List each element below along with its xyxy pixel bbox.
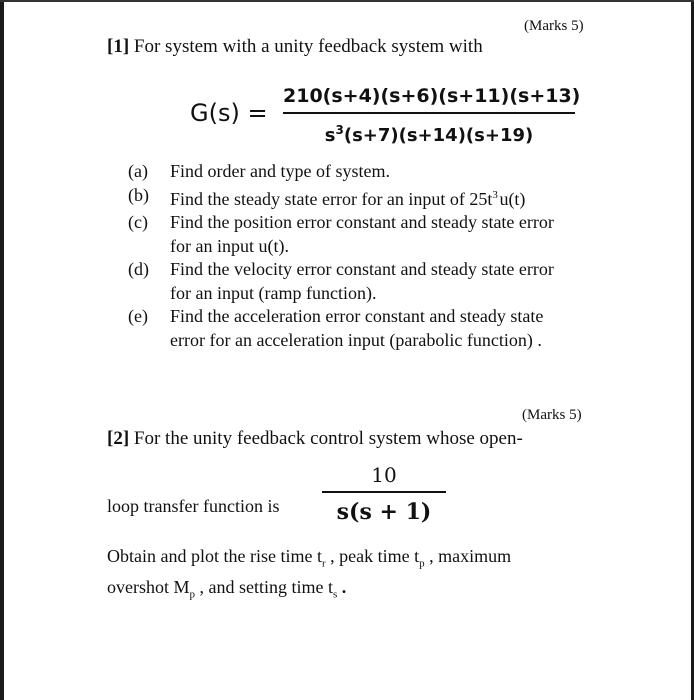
item-text: Find order and type of system. [170, 161, 390, 181]
denominator-rest: (s+7)(s+14)(s+19) [343, 125, 534, 146]
equation-numerator: 210(s+4)(s+6)(s+11)(s+13) [283, 85, 581, 107]
task-text: , and setting time t [195, 576, 333, 597]
item-text-part: Find the steady state error for an input of 25t [170, 188, 493, 209]
task-text: . [337, 576, 347, 597]
item-label: (e) [128, 306, 148, 326]
task-text: Obtain and plot the rise time t [107, 546, 322, 566]
open-loop-transfer-function [322, 462, 446, 526]
equation-numerator: 10 [371, 463, 397, 487]
equation-denominator [283, 117, 575, 149]
fraction-bar [283, 112, 575, 114]
q2-task [107, 545, 557, 606]
list-item [128, 184, 570, 212]
page-top-edge [0, 0, 694, 2]
equation-fraction [283, 82, 581, 149]
item-text: Find the position error constant and steady state error for an input u(t). [170, 212, 554, 256]
denominator-exponent: 3 [335, 123, 344, 137]
item-label: (b) [128, 184, 149, 205]
subscript: r [321, 557, 326, 570]
list-item [128, 160, 570, 184]
item-text: Find the velocity error constant and steady state error for an input (ramp function). [170, 259, 554, 303]
q1-marks: (Marks 5) [524, 18, 584, 34]
denominator-base: s [324, 125, 336, 146]
item-label: (a) [128, 161, 148, 181]
list-item [128, 305, 570, 352]
q1-subquestions [128, 160, 570, 352]
page-left-edge [0, 0, 4, 700]
q2-number: [2] [107, 428, 130, 449]
subscript: p [419, 557, 425, 570]
item-text-part: u(t) [499, 188, 526, 209]
subscript: p [189, 588, 195, 601]
item-label: (c) [128, 212, 148, 232]
q1-intro: For system with a unity feedback system with [133, 36, 483, 57]
list-item [128, 258, 570, 305]
task-text: , peak time t [325, 546, 420, 566]
item-text [170, 184, 570, 212]
q1-number: [1] [107, 36, 130, 57]
q2-intro: For the unity feedback control system whose open- [133, 428, 523, 449]
equation-lhs: G(s) = [190, 99, 268, 127]
item-text: Find the acceleration error constant and steady state error for an acceleration input (parabolic function) . [170, 306, 544, 350]
loop-transfer-text: loop transfer function is [107, 496, 280, 516]
list-item [128, 211, 570, 258]
q2-title [107, 428, 523, 450]
fraction-bar [322, 491, 446, 493]
item-label: (d) [128, 259, 149, 279]
q1-title [107, 36, 483, 58]
q2-marks: (Marks 5) [522, 407, 582, 423]
subscript: s [332, 588, 338, 601]
task-text: , maximum overshot M [107, 546, 512, 597]
exponent: 3 [492, 188, 498, 201]
equation-denominator: s(s + 1) [336, 499, 432, 525]
